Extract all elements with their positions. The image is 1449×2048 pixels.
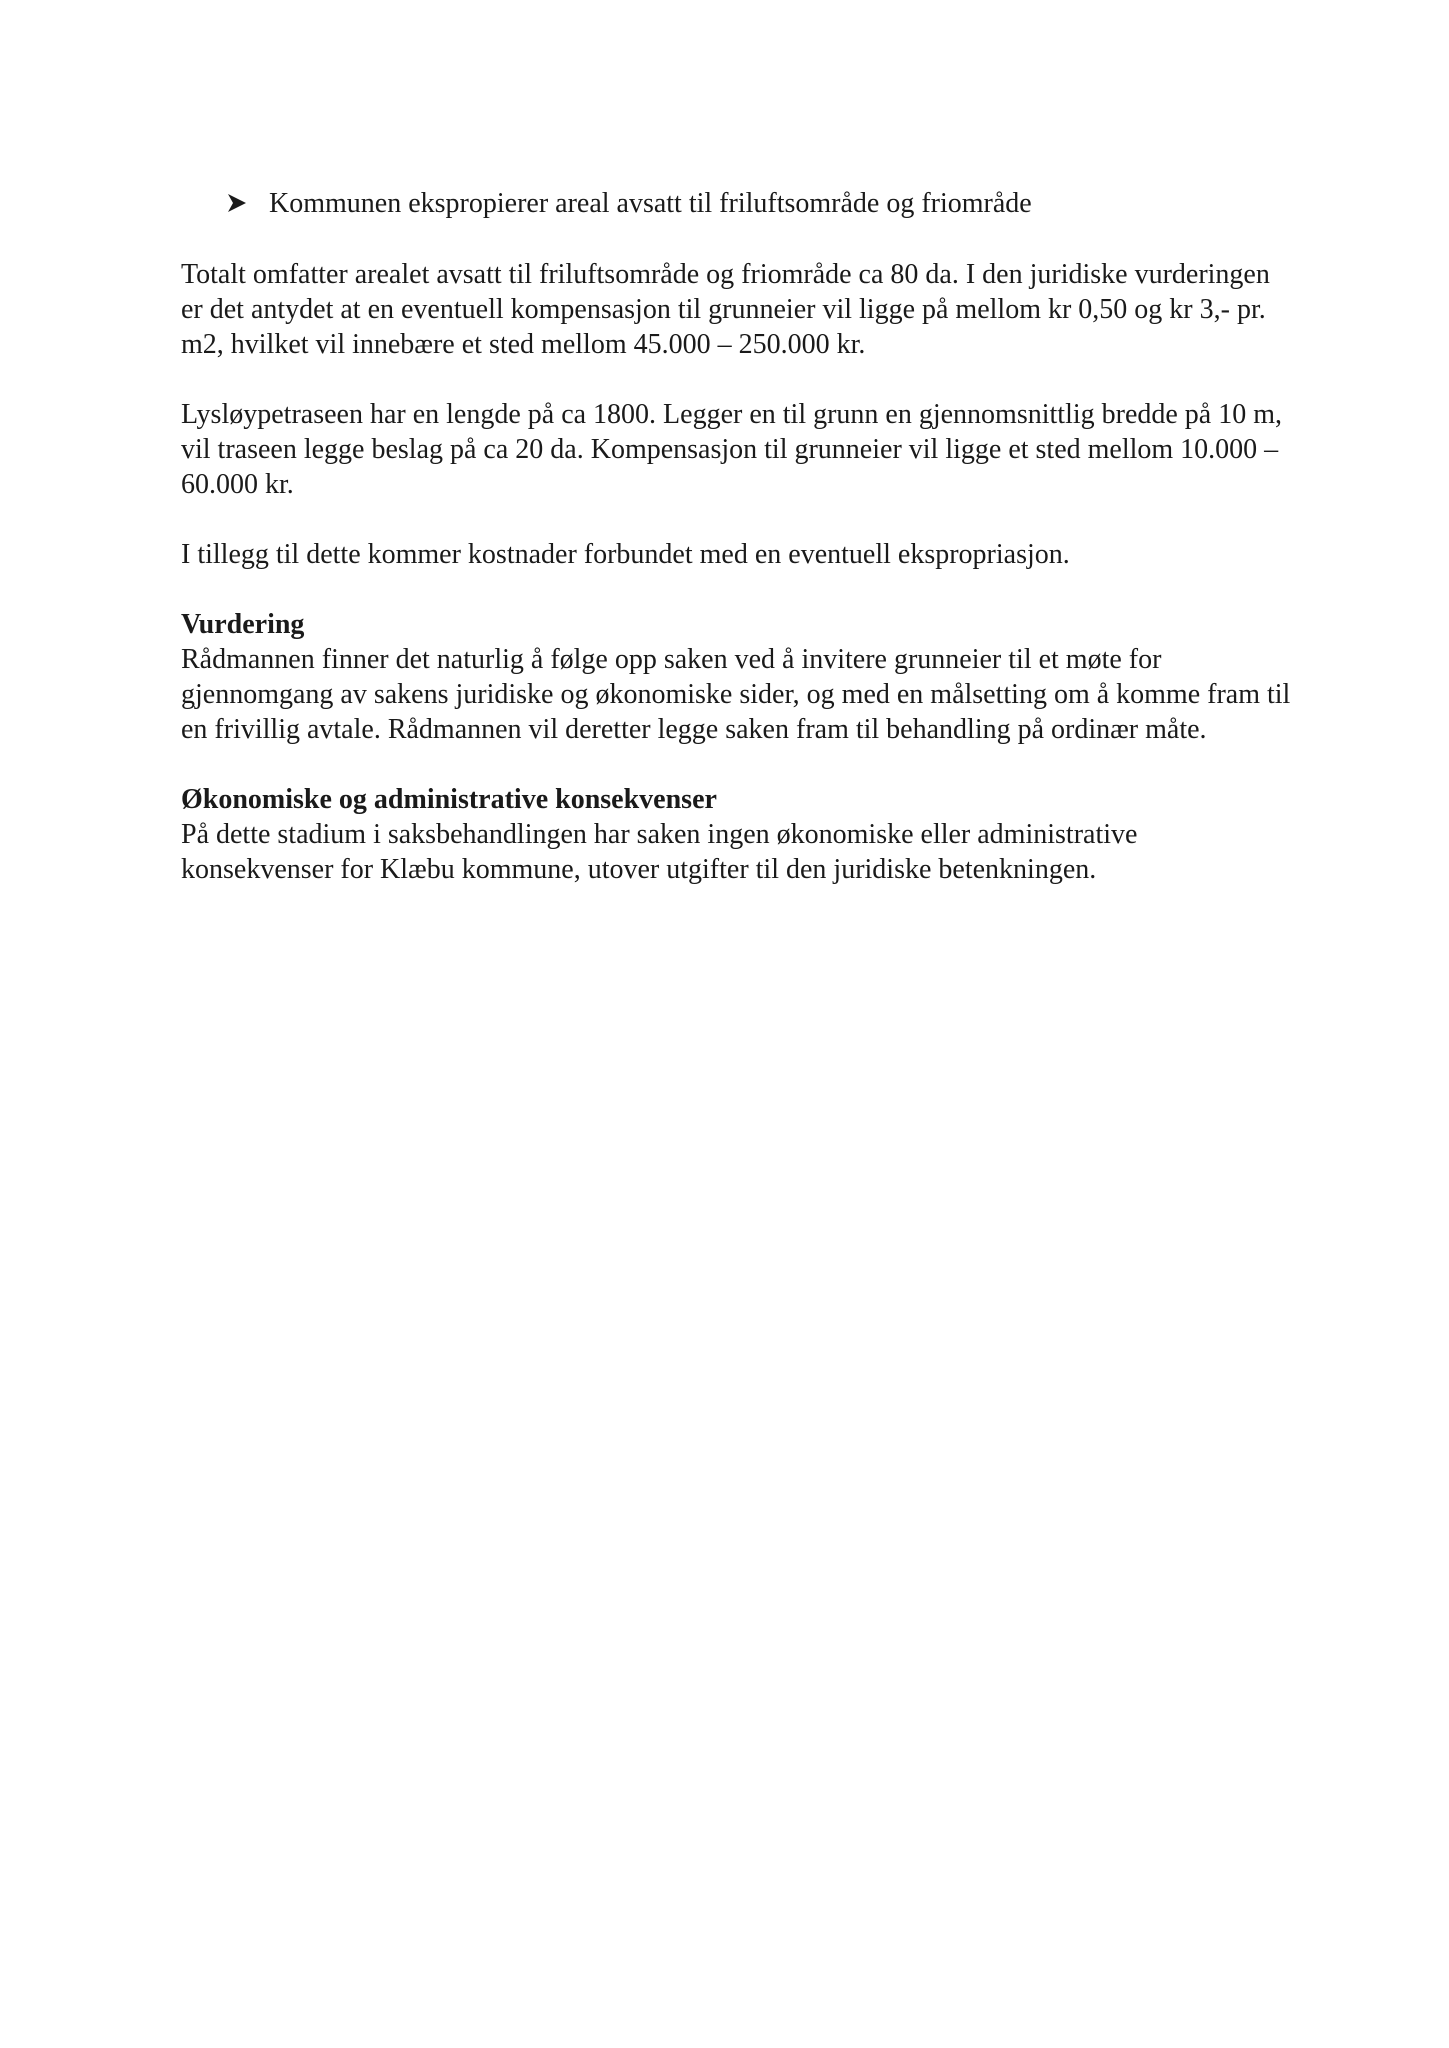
section-heading: Økonomiske og administrative konsekvenser: [181, 784, 717, 815]
section-konsekvenser: [181, 782, 1291, 887]
section-vurdering: [181, 607, 1291, 747]
paragraph-trail-compensation: Lysløypetraseen har en lengde på ca 1800. Legger en til grunn en gjennomsnittlig bredde på 10 m, vil traseen legge beslag på ca 20 da. Kompensasjon til grunneier vil ligge et sted mellom 10.000 – 60.000 kr.: [181, 399, 1283, 500]
section-body: Rådmannen finner det naturlig å følge opp saken ved å invitere grunneier til et møte for gjennomgang av sakens juridiske og økonomiske sider, og med en målsetting om å komme fram til en frivillig avtale. Rådmannen vil deretter legge saken fram til behandling på ordinær måte.: [181, 644, 1291, 745]
document-body: [181, 186, 1291, 922]
bullet-item: [227, 186, 1291, 221]
paragraph-area-compensation: Totalt omfatter arealet avsatt til friluftsområde og friområde ca 80 da. I den juridiske vurderingen er det antydet at en eventuell kompensasjon til grunneier vil ligge på mellom kr 0,50 og kr 3,- pr. m2, hvilket vil innebære et sted mellom 45.000 – 250.000 kr.: [181, 259, 1270, 360]
section-body: På dette stadium i saksbehandlingen har saken ingen økonomiske eller administrative konsekvenser for Klæbu kommune, utover utgifter til den juridiske betenkningen.: [181, 819, 1138, 885]
bullet-text: Kommunen ekspropierer areal avsatt til friluftsområde og friområde: [269, 188, 1032, 219]
section-heading: Vurdering: [181, 609, 305, 640]
arrowhead-bullet-icon: [227, 193, 247, 213]
paragraph-additional-costs: I tillegg til dette kommer kostnader forbundet med en eventuell ekspropriasjon.: [181, 539, 1070, 570]
